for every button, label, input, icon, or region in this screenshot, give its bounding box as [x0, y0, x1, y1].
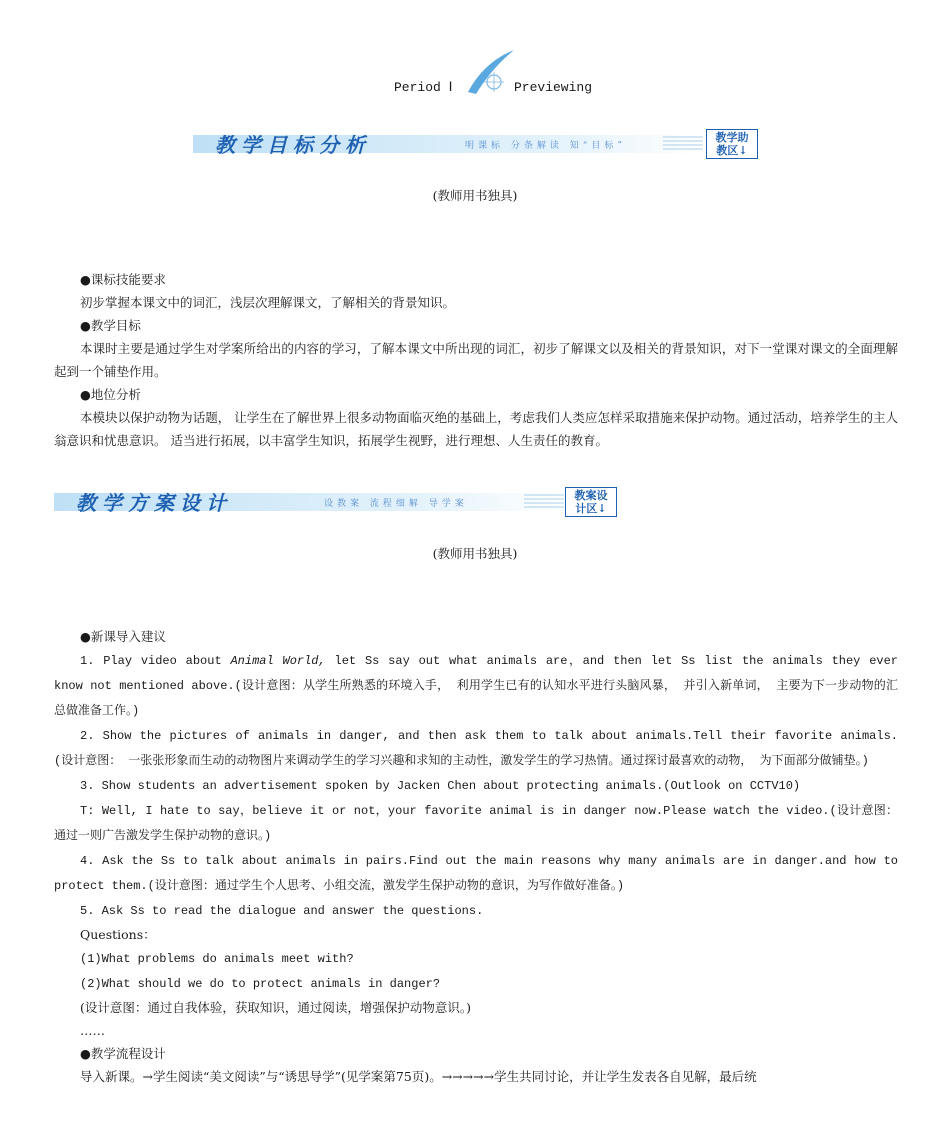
- question-1: [54, 946, 898, 971]
- banner-subtitle: 明课标 分条解读 知“目标”: [465, 141, 626, 151]
- item-2-text: 2. Show the pictures of animals in danger, and then ask them to talk about animals.Tell their favorite animals.(设计意图： 一张张形象而生动的动物图片来调动学生的学习兴趣和求知的主动性，激发学生的学习热情。通过探讨最喜欢的动物， 为下面部分做铺垫。): [54, 729, 898, 768]
- list-item-1: [54, 648, 898, 723]
- list-item-4: [54, 848, 898, 898]
- item-4-text: 4. Ask the Ss to talk about animals in pairs.Find out the main reasons why many animals are in danger.and how to protect them.(设计意图：通过学生个人思考、小组交流，激发学生保护动物的意识，为写作做好准备。): [54, 854, 898, 893]
- previewing-label: Previewing: [514, 80, 593, 95]
- section-goals: [54, 268, 898, 452]
- banner-title: 教学目标分析: [215, 133, 371, 157]
- paragraph-teaching-goals: 本课时主要是通过学生对学案所给出的内容的学习，了解本课文中所出现的词汇，初步了解课文以及相关的背景知识，对下一堂课对课文的全面理解起到一个铺垫作用。: [54, 341, 898, 379]
- design-intent: (设计意图：通过自我体验，获取知识，通过阅读，增强保护动物意识。): [80, 1000, 472, 1015]
- box-line-2: 计区↓: [575, 502, 607, 515]
- questions-label: Questions：: [80, 927, 156, 942]
- question-1-text: (1)What problems do animals meet with?: [80, 952, 354, 966]
- section-plan: [54, 625, 898, 1088]
- list-item-3: [54, 773, 898, 798]
- item-3b-text: T: Well, I hate to say，believe it or not，your favorite animal is in danger now.Please watch the video.(设计意图：通过一则广告激发学生保护动物的意识。): [54, 804, 898, 843]
- teaching-goal-banner: [193, 129, 758, 159]
- teaching-plan-banner: [54, 487, 618, 517]
- period-header: [0, 78, 950, 98]
- item-1-italic: Animal World,: [230, 654, 326, 668]
- period-label: Period Ⅰ: [394, 80, 453, 95]
- banner-box: [706, 129, 758, 159]
- compass-logo-icon: [462, 48, 518, 98]
- heading-intro-suggestions: ●新课导入建议: [80, 629, 166, 644]
- list-item-2: [54, 723, 898, 773]
- heading-teaching-flow: ●教学流程设计: [80, 1046, 166, 1061]
- question-2: [54, 971, 898, 996]
- paragraph-skill-requirements: 初步掌握本课文中的词汇，浅层次理解课文，了解相关的背景知识。: [80, 295, 456, 310]
- item-3-text: 3. Show students an advertisement spoken by Jacken Chen about protecting animals.(Outlook on CCTV10): [80, 779, 801, 793]
- item-1-text: 1. Play video about: [80, 654, 231, 668]
- banner-subtitle: 设教案 流程细解 导学案: [324, 499, 468, 509]
- box-line-1: 教案设: [574, 489, 608, 502]
- box-line-1: 教学助: [715, 131, 749, 144]
- banner-box: [565, 487, 617, 517]
- teacher-only-note: (教师用书独具): [432, 188, 518, 203]
- ellipsis: ……: [80, 1023, 105, 1038]
- paragraph-teaching-flow: 导入新课。→学生阅读“美文阅读”与“诱思导学”(见学案第75页)。→→→→→学生共同讨论，并让学生发表各自见解，最后统: [80, 1069, 757, 1084]
- item-5-text: 5. Ask Ss to read the dialogue and answer the questions.: [80, 904, 484, 918]
- paragraph-position-analysis: 本模块以保护动物为话题， 让学生在了解世界上很多动物面临灭绝的基础上，考虑我们人类应怎样采取措施来保护动物。通过活动，培养学生的主人翁意识和忧患意识。 适当进行拓展，以丰富学生知识，拓展学生视野，进行理想、人生责任的教育。: [54, 410, 898, 448]
- list-item-3b: [54, 798, 898, 848]
- item-1-rest: let Ss say out what animals are，and then let Ss list the animals they ever know not mentioned above.(设计意图：从学生所熟悉的环境入手， 利用学生已有的认知水平进行头脑风暴， 并引入新单词， 主要为下一步动物的汇总做准备工作。): [54, 654, 899, 718]
- teacher-only-note: (教师用书独具): [432, 546, 518, 561]
- banner-title: 教学方案设计: [76, 491, 232, 515]
- heading-skill-requirements: ●课标技能要求: [80, 272, 166, 287]
- list-item-5: [54, 898, 898, 923]
- question-2-text: (2)What should we do to protect animals in danger?: [80, 977, 441, 991]
- heading-position-analysis: ●地位分析: [80, 387, 141, 402]
- box-line-2: 教区↓: [716, 144, 748, 157]
- heading-teaching-goals: ●教学目标: [80, 318, 141, 333]
